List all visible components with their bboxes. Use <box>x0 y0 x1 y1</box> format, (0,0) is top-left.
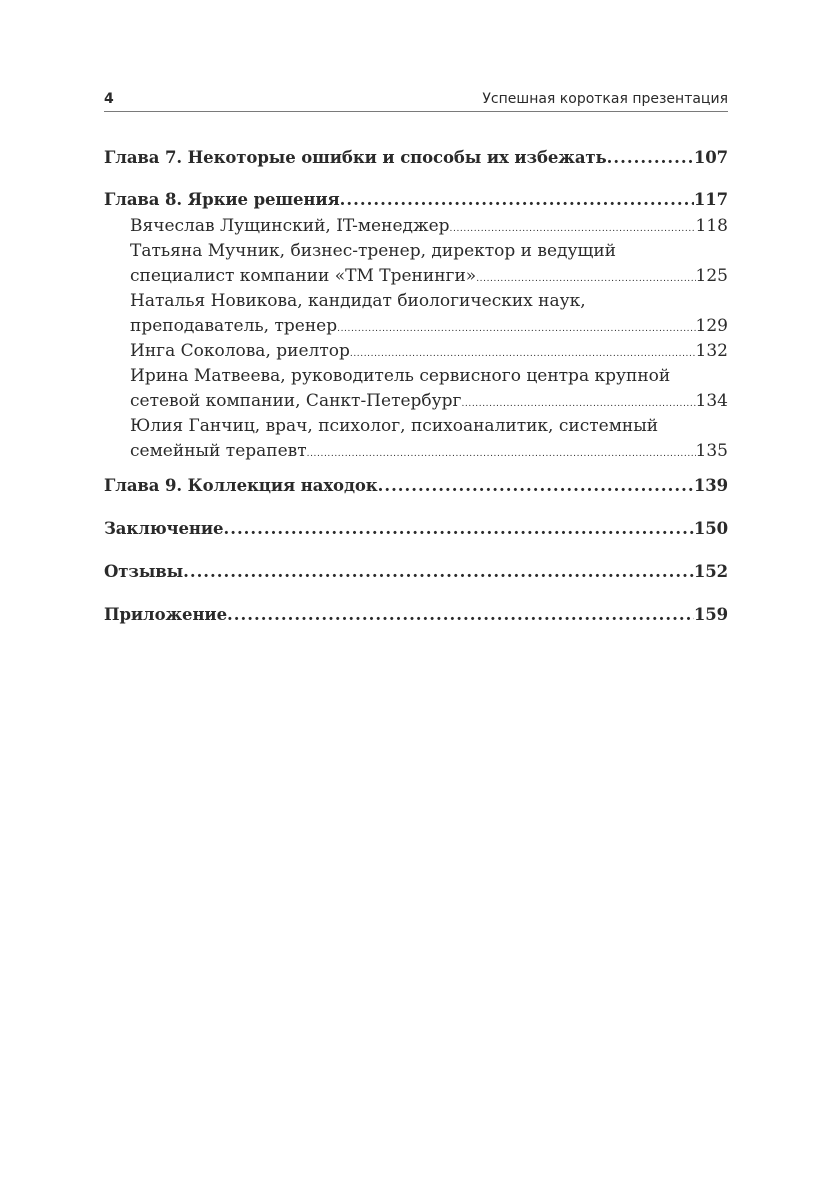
toc-entry-title: Глава 9. Коллекция находок <box>104 476 378 495</box>
toc-subentry[interactable] <box>104 339 728 364</box>
table-of-contents <box>104 146 728 627</box>
dot-leader <box>450 214 696 242</box>
toc-entry-title: Глава 8. Яркие решения <box>104 190 340 209</box>
dot-leader <box>350 339 696 367</box>
dot-leader <box>378 474 694 498</box>
toc-subentry-title: Инга Соколова, риелтор <box>130 341 350 361</box>
toc-subentry[interactable] <box>104 289 728 339</box>
toc-entry-title: Приложение <box>104 605 227 624</box>
toc-subentry[interactable] <box>104 364 728 414</box>
toc-subentry-page: 135 <box>695 441 728 461</box>
toc-subentry-title-line1: Ирина Матвеева, руководитель сервисного центра крупной <box>130 366 671 386</box>
toc-chapter-9[interactable] <box>104 474 728 498</box>
dot-leader <box>307 439 696 467</box>
toc-subentry[interactable] <box>104 414 728 464</box>
dot-leader <box>183 560 694 584</box>
toc-subentry-page: 129 <box>695 316 728 336</box>
dot-leader <box>461 389 695 417</box>
dot-leader <box>340 188 694 212</box>
toc-subentry[interactable] <box>104 214 728 239</box>
toc-appendix[interactable] <box>104 603 728 627</box>
toc-chapter-7[interactable] <box>104 146 728 170</box>
toc-subentry-title-line1: Татьяна Мучник, бизнес-тренер, директор и ведущий <box>130 241 616 261</box>
page-number: 4 <box>104 91 114 107</box>
toc-subentry-title-line1: Наталья Новикова, кандидат биологических наук, <box>130 291 586 311</box>
toc-subentry-page: 132 <box>695 341 728 361</box>
toc-entry-page: 117 <box>693 190 728 209</box>
toc-subentry-title-line2: преподаватель, тренер <box>130 316 338 336</box>
dot-leader <box>227 603 694 627</box>
toc-entry-title: Отзывы <box>104 562 184 581</box>
dot-leader <box>476 264 695 292</box>
toc-chapter-8[interactable] <box>104 188 728 212</box>
toc-subentry-page: 134 <box>695 391 728 411</box>
toc-entry-page: 139 <box>693 476 728 495</box>
toc-subentry-title: Вячеслав Лущинский, IT-менеджер <box>130 216 450 236</box>
toc-entry-page: 159 <box>693 605 728 624</box>
toc-subentry[interactable] <box>104 239 728 289</box>
toc-entry-page: 152 <box>693 562 728 581</box>
toc-subentry-title-line2: сетевой компании, Санкт-Петербург <box>130 391 462 411</box>
toc-subentry-page: 118 <box>695 216 728 236</box>
toc-subentry-page: 125 <box>695 266 728 286</box>
toc-conclusion[interactable] <box>104 517 728 541</box>
toc-subentry-title-line2: семейный терапевт <box>130 441 307 461</box>
toc-entry-page: 150 <box>693 519 728 538</box>
page-header <box>104 89 728 112</box>
toc-subentry-title-line1: Юлия Ганчиц, врач, психолог, психоаналитик, системный <box>130 416 659 436</box>
toc-reviews[interactable] <box>104 560 728 584</box>
running-title: Успешная короткая презентация <box>482 91 728 107</box>
toc-entry-title: Глава 7. Некоторые ошибки и способы их избежать <box>104 148 607 167</box>
toc-subentry-title-line2: специалист компании «ТМ Тренинги» <box>130 266 477 286</box>
book-page <box>104 0 728 1200</box>
toc-entry-page: 107 <box>693 148 728 167</box>
dot-leader <box>337 314 695 342</box>
toc-entry-title: Заключение <box>104 519 224 538</box>
dot-leader <box>607 146 694 170</box>
dot-leader <box>223 517 693 541</box>
